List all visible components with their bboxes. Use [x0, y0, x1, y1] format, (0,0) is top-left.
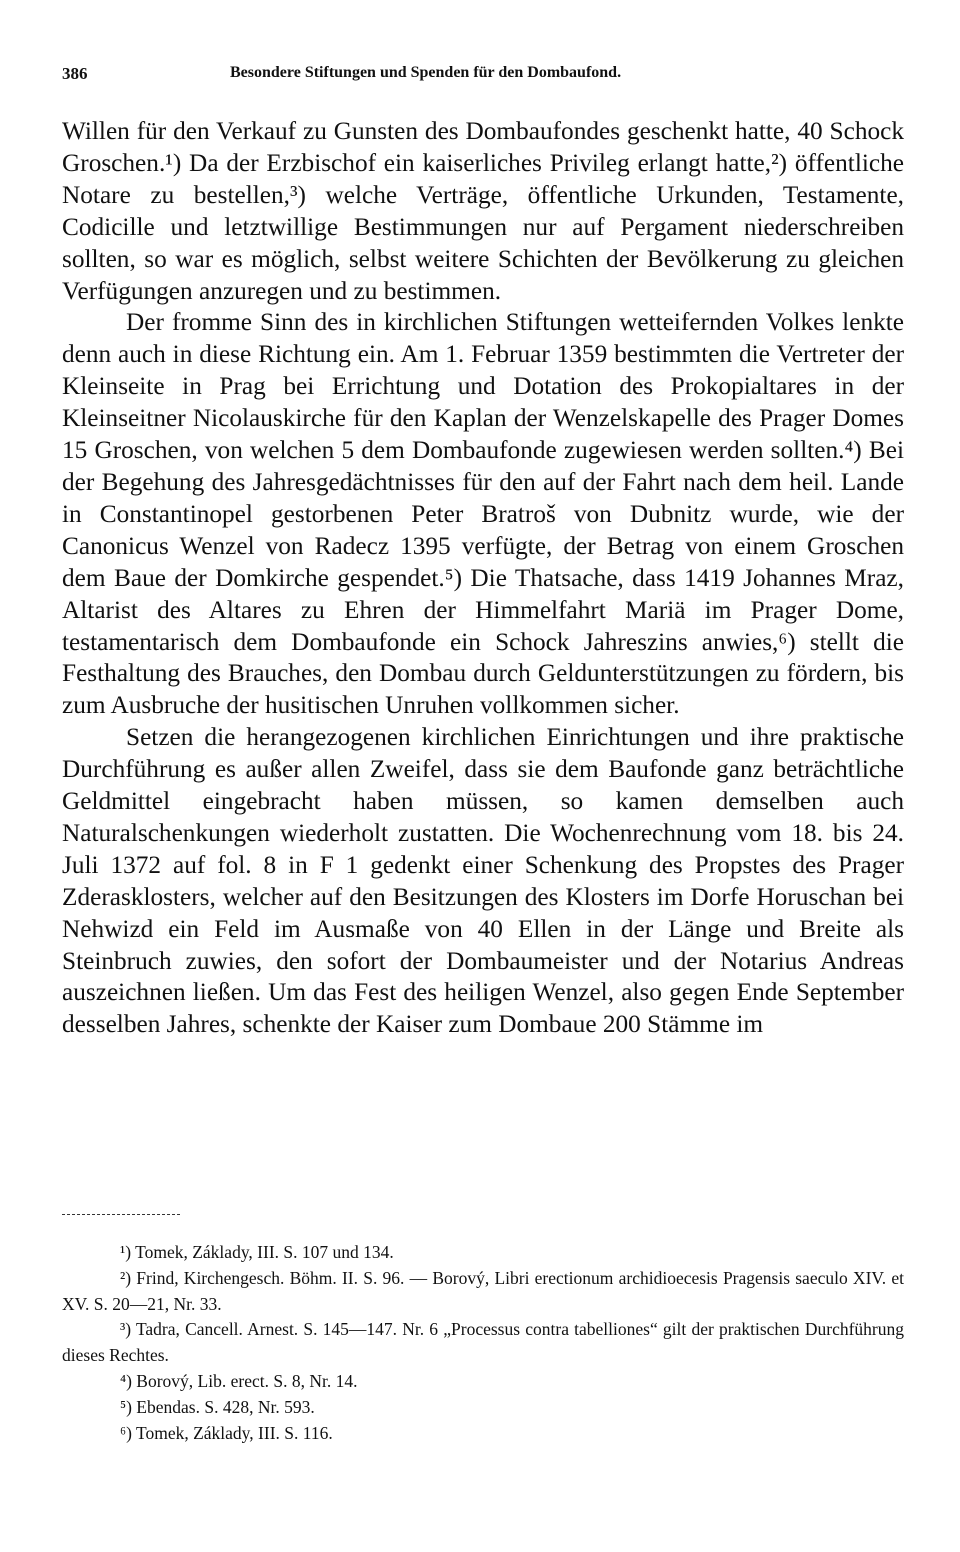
footnote-1: ¹) Tomek, Základy, III. S. 107 und 134. [120, 1242, 394, 1262]
page-number: 386 [62, 64, 88, 83]
running-title: Besondere Stiftungen und Spenden für den Dombaufond. [230, 64, 622, 81]
paragraph-2: Der fromme Sinn des in kirchlichen Stiftungen wetteifernden Volkes lenkte denn auch in diese Richtung ein. Am 1. Februar 1359 bestimmten die Vertreter der Kleinseite in Prag bei Errichtung und Dotation des Prokopialtares in der Kleinseitner Nicolauskirche für den Kaplan der Wenzelskapelle des Prager Domes 15 Groschen, von welchen 5 dem Dombaufonde zugewiesen werden sollten.⁴) Bei der Begehung des Jahresgedächtnisses für den auf der Fahrt nach dem heil. Lande in Constantinopel gestorbenen Peter Bratroš von Dubnitz wurde, wie der Canonicus Wenzel von Radecz 1395 verfügte, der Betrag von einem Groschen dem Baue der Domkirche gespendet.⁵) Die Thatsache, dass 1419 Johannes Mraz, Altarist des Altares zu Ehren der Himmelfahrt Mariä im Prager Dome, testamentarisch dem Dombaufonde ein Schock Jahreszins anwies,⁶) stellt die Festhaltung des Brauches, den Dombau durch Geldunterstützungen zu fördern, bis zum Ausbruche der husitischen Unruhen vollkommen sicher. [62, 308, 904, 720]
book-page [62, 64, 904, 1041]
footnote-4: ⁴) Borový, Lib. erect. S. 8, Nr. 14. [120, 1370, 358, 1391]
page-header [62, 64, 904, 88]
footnote-3: ³) Tadra, Cancell. Arnest. S. 145—147. Nr. 6 „Processus contra tabelliones“ gilt der praktischen Durchführung dieses Rechtes. [62, 1319, 904, 1366]
footnotes [62, 1240, 904, 1446]
footnote-separator [62, 1214, 180, 1215]
paragraph-1: Willen für den Verkauf zu Gunsten des Dombaufondes geschenkt hatte, 40 Schock Groschen.¹) Da der Erzbischof ein kaiserliches Privileg erlangt hatte,²) öffentliche Notare zu bestellen,³) welche Verträge, öffentliche Urkunden, Testamente, Codicille und letztwillige Bestimmungen nur auf Pergament niederschreiben sollten, so war es möglich, selbst weitere Schichten der Bevölkerung zu gleichen Verfügungen anzuregen und zu bestimmen. [62, 117, 904, 305]
body-text [62, 116, 904, 1041]
footnote-5: ⁵) Ebendas. S. 428, Nr. 593. [120, 1396, 315, 1417]
paragraph-3: Setzen die herangezogenen kirchlichen Einrichtungen und ihre praktische Durchführung es außer allen Zweifel, dass sie dem Baufonde ganz beträchtliche Geldmittel eingebracht haben müssen, so kamen demselben auch Naturalschenkungen wiederholt zustatten. Die Wochenrechnung vom 18. bis 24. Juli 1372 auf fol. 8 in F 1 gedenkt einer Schenkung des Propstes des Prager Zderasklosters, welcher auf den Besitzungen des Klosters im Dorfe Horuschan bei Nehwizd ein Feld im Ausmaße von 40 Ellen in der Länge und Breite als Steinbruch zuwies, den sofort der Dombaumeister und der Notarius Andreas auszeichnen ließen. Um das Fest des heiligen Wenzel, also gegen Ende September desselben Jahres, schenkte der Kaiser zum Dombaue 200 Stämme im [62, 723, 904, 1039]
footnote-2: ²) Frind, Kirchengesch. Böhm. II. S. 96. — Borový, Libri erectionum archidioecesis Pragensis saeculo XIV. et XV. S. 20—21, Nr. 33. [62, 1267, 904, 1314]
footnote-6: ⁶) Tomek, Základy, III. S. 116. [120, 1422, 333, 1443]
